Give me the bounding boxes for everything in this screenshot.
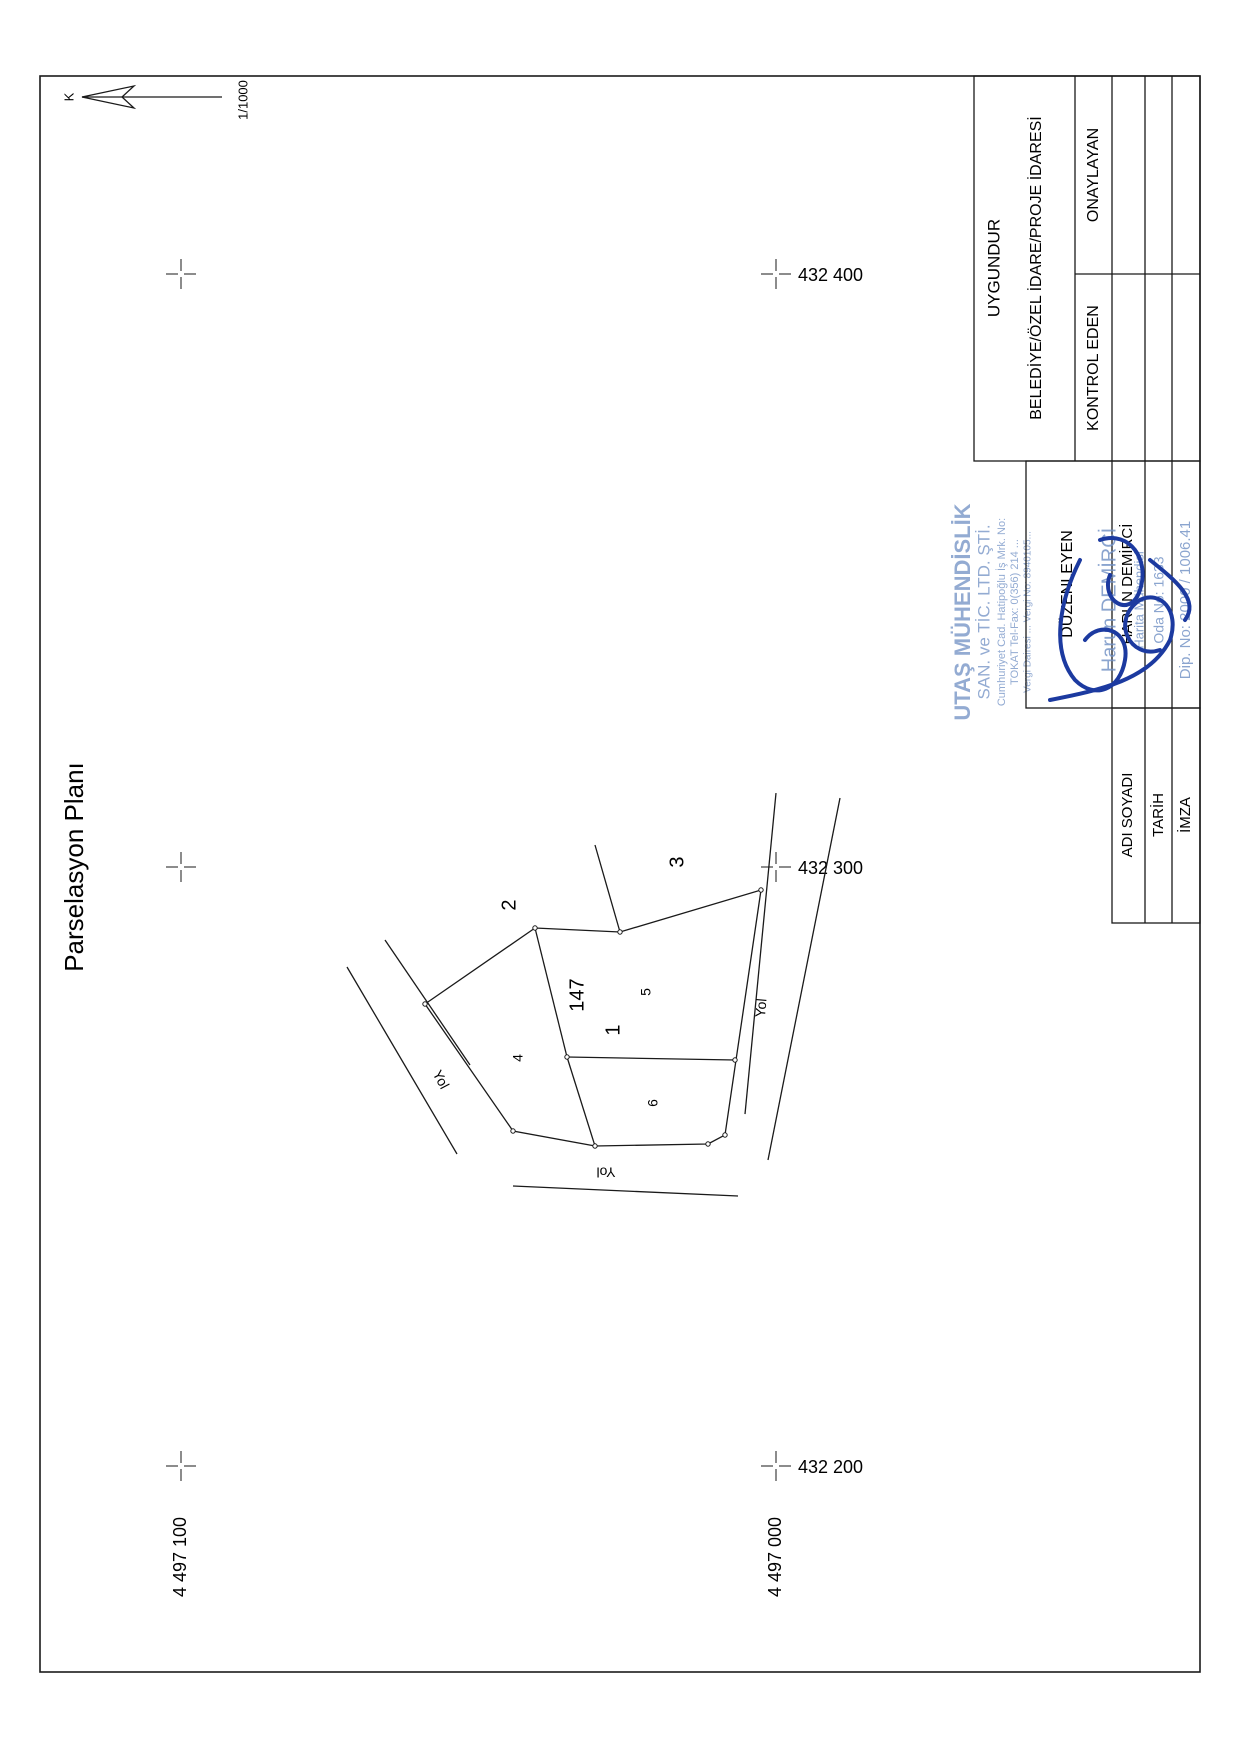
road-label: Yol bbox=[429, 1067, 453, 1092]
road-label: Yol bbox=[596, 1164, 616, 1181]
road-edge bbox=[513, 1186, 738, 1196]
sheet-border bbox=[40, 76, 1200, 1672]
northing-label: 432 300 bbox=[798, 858, 864, 878]
road-edge bbox=[385, 940, 470, 1065]
administration-label: BELEDİYE/ÖZEL İDARE/PROJE İDARESİ bbox=[1028, 116, 1046, 420]
engineer-stamp-name: Harun DEMİRCİ bbox=[1098, 527, 1121, 673]
parcel-label: 5 bbox=[637, 988, 654, 996]
easting-label: 4 497 000 bbox=[764, 1516, 785, 1598]
block-number: 147 bbox=[566, 978, 589, 1012]
onaylayan-label: ONAYLAYAN bbox=[1085, 127, 1103, 223]
parcel-label: 4 bbox=[509, 1054, 526, 1062]
block-parcel-mark: 1 bbox=[602, 1024, 625, 1036]
parcel-division bbox=[535, 928, 567, 1057]
company-stamp bbox=[950, 503, 1034, 720]
stamp-address: Cumhuriyet Cad. Hatipoğlu İş Mrk. No: bbox=[995, 517, 1008, 707]
grid-cross bbox=[166, 852, 196, 882]
kontrol-eden-label: KONTROL EDEN bbox=[1085, 305, 1103, 431]
neighbor-label: 3 bbox=[666, 856, 689, 868]
stamp-address: Vergi Dairesi ... Vergi No: 8940105... bbox=[1022, 531, 1034, 693]
grid-cross bbox=[761, 259, 791, 289]
grid-crosses bbox=[166, 259, 791, 1481]
stamp-company-type: SAN. ve TİC. LTD. ŞTİ. bbox=[974, 524, 994, 700]
plan-title: Parselasyon Planı bbox=[58, 762, 89, 972]
grid-cross bbox=[761, 1451, 791, 1481]
parcel-label: 6 bbox=[644, 1099, 661, 1107]
road-edge bbox=[347, 967, 457, 1154]
grid-cross bbox=[166, 259, 196, 289]
imza-label: İMZA bbox=[1176, 797, 1194, 833]
grid-cross bbox=[166, 1451, 196, 1481]
duzenleyen-name: HARUN DEMİRCİ bbox=[1118, 523, 1136, 645]
tarih-label: TARİH bbox=[1149, 793, 1167, 837]
parcel-division bbox=[567, 1057, 735, 1060]
stamp-company-name: UTAŞ MÜHENDİSLİK bbox=[949, 503, 975, 721]
adi-soyadi-label: ADI SOYADI bbox=[1118, 772, 1136, 858]
road-edge bbox=[768, 798, 840, 1160]
easting-label: 4 497 100 bbox=[169, 1516, 190, 1598]
northing-label: 432 400 bbox=[798, 265, 864, 285]
engineer-stamp-diploma: Dip. No: 2000 / 1006.41 bbox=[1176, 520, 1194, 680]
scale-label: 1/1000 bbox=[235, 80, 251, 120]
neighbor-label: 2 bbox=[498, 899, 521, 911]
parcel-division bbox=[567, 1057, 595, 1146]
engineer-stamp-oda: Oda No: 1633 bbox=[1150, 556, 1167, 644]
parcel-drawing bbox=[347, 793, 840, 1196]
duzenleyen-label: DÜZENLEYEN bbox=[1059, 530, 1077, 638]
neighbor-boundary bbox=[595, 845, 620, 932]
engineer-stamp-title: Harita Mühendisi bbox=[1131, 551, 1147, 649]
grid-cross bbox=[761, 852, 791, 882]
parcel-vertices bbox=[423, 888, 763, 1148]
road-label: Yol bbox=[751, 997, 770, 1019]
uygundur-label: UYGUNDUR bbox=[984, 218, 1004, 318]
northing-label: 432 200 bbox=[798, 1457, 864, 1477]
north-arrow-icon bbox=[82, 86, 222, 108]
road-edge bbox=[745, 793, 776, 1114]
stamp-address: TOKAT Tel-Fax: 0(356) 214 ... bbox=[1008, 539, 1021, 685]
north-label: K bbox=[61, 92, 77, 102]
block-outline bbox=[425, 890, 761, 1146]
